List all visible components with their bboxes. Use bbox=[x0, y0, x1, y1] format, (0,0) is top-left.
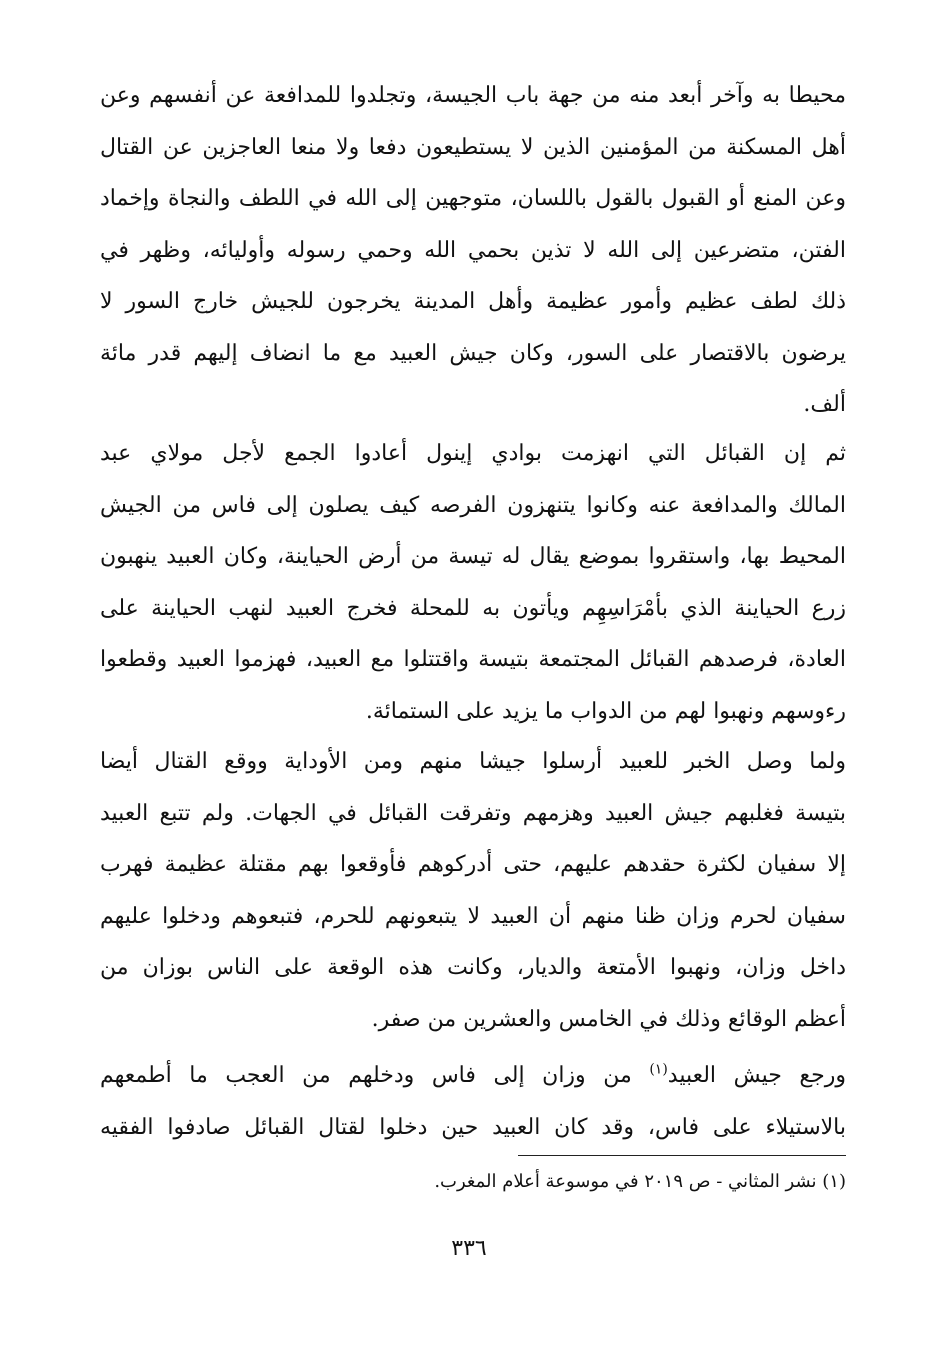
text-line: داخل وزان، ونهبوا الأمتعة والديار، وكانت هذه الوقعة على الناس بوزان من bbox=[100, 955, 846, 980]
text-line: بالاستيلاء على فاس، وقد كان العبيد حين دخلوا لقتال القبائل صادفوا الفقيه bbox=[100, 1114, 846, 1140]
footnote-text: (١) نشر المثاني - ص ٢٠١٩ في موسوعة أعلام المغرب. bbox=[434, 1171, 846, 1192]
paragraph-3 bbox=[100, 736, 846, 1045]
paragraph-4 bbox=[100, 1050, 846, 1153]
text-line: إلا سفيان لكثرة حقدهم عليهم، حتى أدركوهم فأوقعوا بهم مقتلة عظيمة فهرب bbox=[100, 852, 846, 877]
text-line: محيطا به وآخر أبعد منه من جهة باب الجيسة، وتجلدوا للمدافعة عن أنفسهم وعن bbox=[100, 83, 846, 108]
text-line: المحيط بها، واستقروا بموضع يقال له تيسة من أرض الحياينة، وكان العبيد ينهبون bbox=[100, 544, 846, 569]
text-line: بتيسة فغلبهم جيش العبيد وهزمهم وتفرقت القبائل في الجهات. ولم تتبع العبيد bbox=[100, 800, 846, 826]
text-line: ألف. bbox=[803, 392, 846, 417]
page-number: ٣٣٦ bbox=[451, 1236, 487, 1261]
text-segment: ورجع جيش العبيد bbox=[667, 1063, 846, 1088]
text-segment: من وزان إلى فاس ودخلهم من العجب ما أطمعهم bbox=[100, 1063, 650, 1088]
text-line: زرع الحياينة الذي بأمْرَاسِهِم ويأتون به للمحلة فخرج العبيد لنهب الحياينة على bbox=[100, 595, 846, 621]
paragraph-2 bbox=[100, 428, 846, 737]
text-line: أهل المسكنة من المؤمنين الذين لا يستطيعون دفعا ولا منعا العاجزين عن القتال bbox=[100, 134, 846, 160]
text-line: ذلك لطف عظيم وأمور عظيمة وأهل المدينة يخرجون للجيش خارج السور لا bbox=[100, 289, 846, 314]
text-line: وعن المنع أو القبول بالقول باللسان، متوجهين إلى الله في اللطف والنجاة وإخماد bbox=[100, 186, 846, 211]
text-line: المالك والمدافعة عنه وكانوا يتنهزون الفرصه كيف يصلون إلى فاس من الجيش bbox=[100, 492, 846, 518]
footnote-reference[interactable]: (١) bbox=[649, 1061, 668, 1078]
text-line: العادة، فرصدهم القبائل المجتمعة بتيسة واقتتلوا مع العبيد، فهزموا العبيد وقطعوا bbox=[100, 647, 846, 672]
text-line bbox=[100, 1050, 846, 1102]
text-line: سفيان لحرم وزان ظنا منهم أن العبيد لا يتبعونهم للحرم، فتبعوهم ودخلوا عليهم bbox=[100, 903, 846, 929]
text-line: ولما وصل الخبر للعبيد أرسلوا جيشا منهم ومن الأوداية ووقع القتال أيضا bbox=[100, 749, 846, 774]
text-line: الفتن، متضرعين إلى الله لا تذين بحمي الله وحمي رسوله وأوليائه، وظهر في bbox=[100, 237, 846, 263]
text-line: رءوسهم ونهبوا لهم من الدواب ما يزيد على الستمائة. bbox=[365, 698, 846, 724]
text-line: يرضون بالاقتصار على السور، وكان جيش العبيد مع ما انضاف إليهم قدر مائة bbox=[100, 340, 846, 366]
text-line: ثم إن القبائل التي انهزمت بوادي إينول أعادوا الجمع لأجل مولاي عبد bbox=[100, 441, 846, 466]
text-line: أعظم الوقائع وذلك في الخامس والعشرين من صفر. bbox=[371, 1006, 846, 1032]
footnote-divider bbox=[518, 1155, 846, 1156]
paragraph-1 bbox=[100, 70, 846, 431]
